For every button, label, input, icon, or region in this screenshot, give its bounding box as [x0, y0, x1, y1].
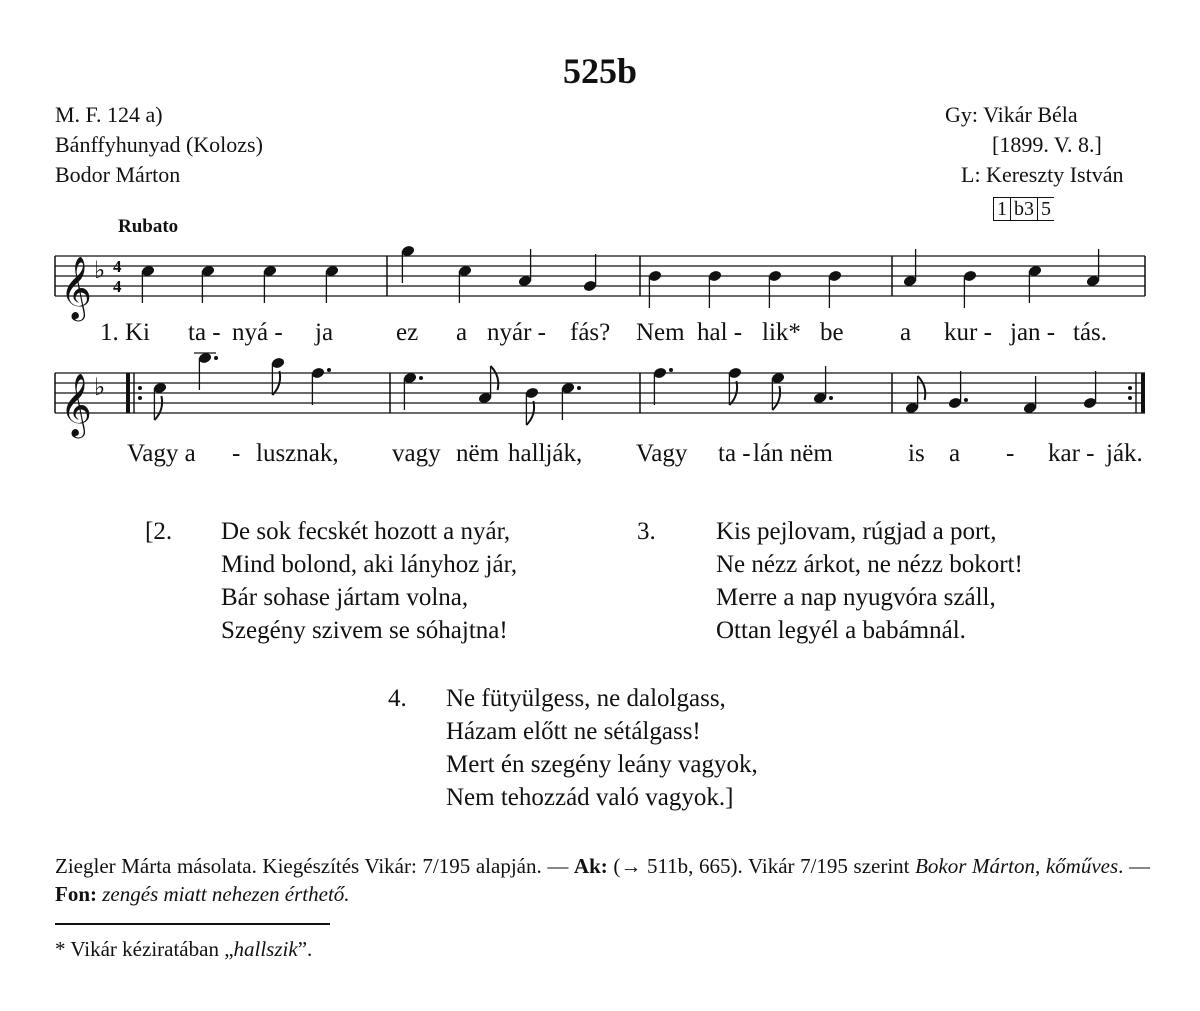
location: Bánffyhunyad (Kolozs) — [55, 132, 263, 157]
lyric-syllable: a — [900, 319, 912, 346]
lyric-syllable: Vagy a — [127, 440, 196, 467]
verse-2 — [221, 515, 517, 647]
lyric-syllable: Nem — [636, 319, 685, 346]
staff-2-lines — [55, 373, 1145, 413]
note-head — [813, 366, 833, 404]
lyric-syllable: ez — [396, 319, 419, 346]
note-head — [458, 265, 473, 303]
transcriber: L: Kereszty István — [961, 162, 1124, 187]
cadence-b3: b3 — [1011, 197, 1038, 221]
note-head — [141, 265, 156, 303]
lyric-syllable: tás. — [1073, 319, 1108, 346]
note-head — [903, 249, 918, 287]
note-head — [311, 367, 331, 405]
notes-name: Bokor Márton, kőműves — [915, 854, 1119, 878]
note-head — [561, 382, 581, 420]
note-head — [648, 270, 663, 308]
singer: Bodor Márton — [55, 162, 181, 187]
note-head — [768, 270, 783, 308]
note-head — [325, 265, 340, 303]
lyric-syllable: ta - — [188, 319, 221, 346]
note-head — [201, 265, 216, 303]
verse-line: Mind bolond, aki lányhoz jár, — [221, 551, 518, 578]
note-head — [728, 367, 743, 405]
flat-icon: ♭ — [94, 375, 106, 401]
staff-2-notes — [153, 352, 1098, 425]
cadence-5: 5 — [1038, 197, 1054, 221]
verse-line: Ne nézz árkot, ne nézz bokort! — [716, 551, 1023, 578]
verse-3-number: 3. — [637, 518, 656, 545]
verse-line: Merre a nap nyugvóra száll, — [716, 584, 996, 611]
note-head — [153, 382, 168, 420]
staff-1-lines — [55, 256, 1145, 296]
verse-3 — [716, 515, 1023, 647]
note-head — [583, 254, 598, 292]
lyric-syllable: lusznak, — [256, 440, 339, 467]
lyric-syllable: hal - — [697, 319, 743, 346]
note-head — [948, 371, 968, 409]
lyric-syllable: - — [1006, 440, 1015, 467]
verse-line: Házam előtt ne sétálgass! — [446, 718, 701, 745]
lyric-syllable: ta - — [718, 440, 751, 467]
notes-text: (→ 511b, 665). Vikár 7/195 szerint — [607, 854, 916, 878]
note-head — [1083, 371, 1098, 409]
note-head — [708, 270, 723, 308]
editorial-notes — [55, 852, 1150, 908]
note-head — [403, 372, 423, 410]
footnote-rule — [55, 923, 330, 925]
notes-text: Ziegler Márta másolata. Kiegészítés Vikár: 7/195 alapján. — — [55, 854, 574, 878]
collection-date: [1899. V. 8.] — [992, 132, 1102, 157]
note-head — [1086, 249, 1101, 287]
lyric-syllable: Vagy — [636, 440, 688, 467]
verse-4 — [446, 682, 758, 814]
lyric-syllable: kar - — [1048, 440, 1095, 467]
verse-line: Ne fütyülgess, ne dalolgass, — [446, 685, 726, 712]
cadence-1: 1 — [993, 197, 1011, 221]
music-score — [0, 0, 1200, 500]
notes-text: . — — [1118, 854, 1151, 878]
verse-2-number: [2. — [145, 518, 173, 545]
verse-4-number: 4. — [388, 685, 407, 712]
footnote-italic: hallszik — [233, 937, 298, 961]
note-head — [401, 245, 416, 283]
ak-label: Ak: — [573, 854, 608, 878]
treble-clef-icon: 𝄞 — [60, 258, 92, 318]
lyric-syllable: a — [949, 440, 961, 467]
footnote-text: ”. — [297, 937, 313, 961]
treble-clef-icon: 𝄞 — [60, 375, 92, 435]
note-head — [263, 265, 278, 303]
lyric-syllable: a — [456, 319, 468, 346]
note-head — [518, 249, 533, 287]
catalog-ref: M. F. 124 a) — [55, 102, 163, 127]
lyric-syllable: be — [820, 319, 844, 346]
flat-icon: ♭ — [94, 258, 106, 284]
note-head — [271, 357, 286, 395]
note-head — [525, 387, 540, 425]
collector: Gy: Vikár Béla — [945, 102, 1078, 127]
note-head — [1028, 265, 1043, 303]
note-head — [771, 372, 786, 410]
footnote-text: * Vikár kéziratában „ — [55, 937, 234, 961]
verse-line: Nem tehozzád való vagyok.] — [446, 784, 734, 811]
lyric-syllable: nyá - — [232, 319, 283, 346]
lyric-syllable: vagy — [392, 440, 441, 467]
lyric-syllable: 1. Ki — [100, 319, 150, 346]
note-head — [478, 366, 499, 404]
lyric-syllable: kur - — [944, 319, 992, 346]
tempo-marking: Rubato — [118, 216, 179, 237]
note-head — [828, 270, 843, 308]
verse-line: De sok fecskét hozott a nyár, — [221, 518, 511, 545]
note-head — [194, 352, 218, 390]
note-head — [1023, 376, 1038, 414]
time-signature-denominator: 4 — [113, 277, 122, 296]
note-head — [653, 367, 673, 405]
lyric-syllable: fás? — [570, 319, 611, 346]
verse-line: Bár sohase jártam volna, — [221, 584, 469, 611]
verse-line: Mert én szegény leány vagyok, — [446, 751, 758, 778]
note-head — [963, 270, 978, 308]
verse-line: Szegény szivem se sóhajtna! — [221, 617, 508, 644]
lyric-syllable: is — [908, 440, 925, 467]
lyric-syllable: ják. — [1106, 440, 1143, 467]
lyric-syllable: jan - — [1010, 319, 1056, 346]
song-number: 525b — [562, 51, 638, 91]
footnote — [55, 935, 312, 963]
lyric-syllable: hallják, — [508, 440, 583, 467]
time-signature-numerator: 4 — [113, 257, 122, 276]
fon-label: Fon: — [55, 882, 97, 906]
note-head — [905, 376, 926, 414]
verse-line: Kis pejlovam, rúgjad a port, — [716, 518, 997, 545]
lyric-syllable: nëm — [456, 440, 500, 467]
lyric-syllable: lán nëm — [753, 440, 833, 467]
lyric-syllable: lik* — [762, 319, 801, 346]
lyric-syllable: - — [232, 440, 241, 467]
verse-line: Ottan legyél a babámnál. — [716, 617, 966, 644]
lyric-syllable: ja — [315, 319, 334, 346]
lyric-syllable: nyár - — [487, 319, 546, 346]
fon-text: zengés miatt nehezen érthető. — [97, 882, 350, 906]
